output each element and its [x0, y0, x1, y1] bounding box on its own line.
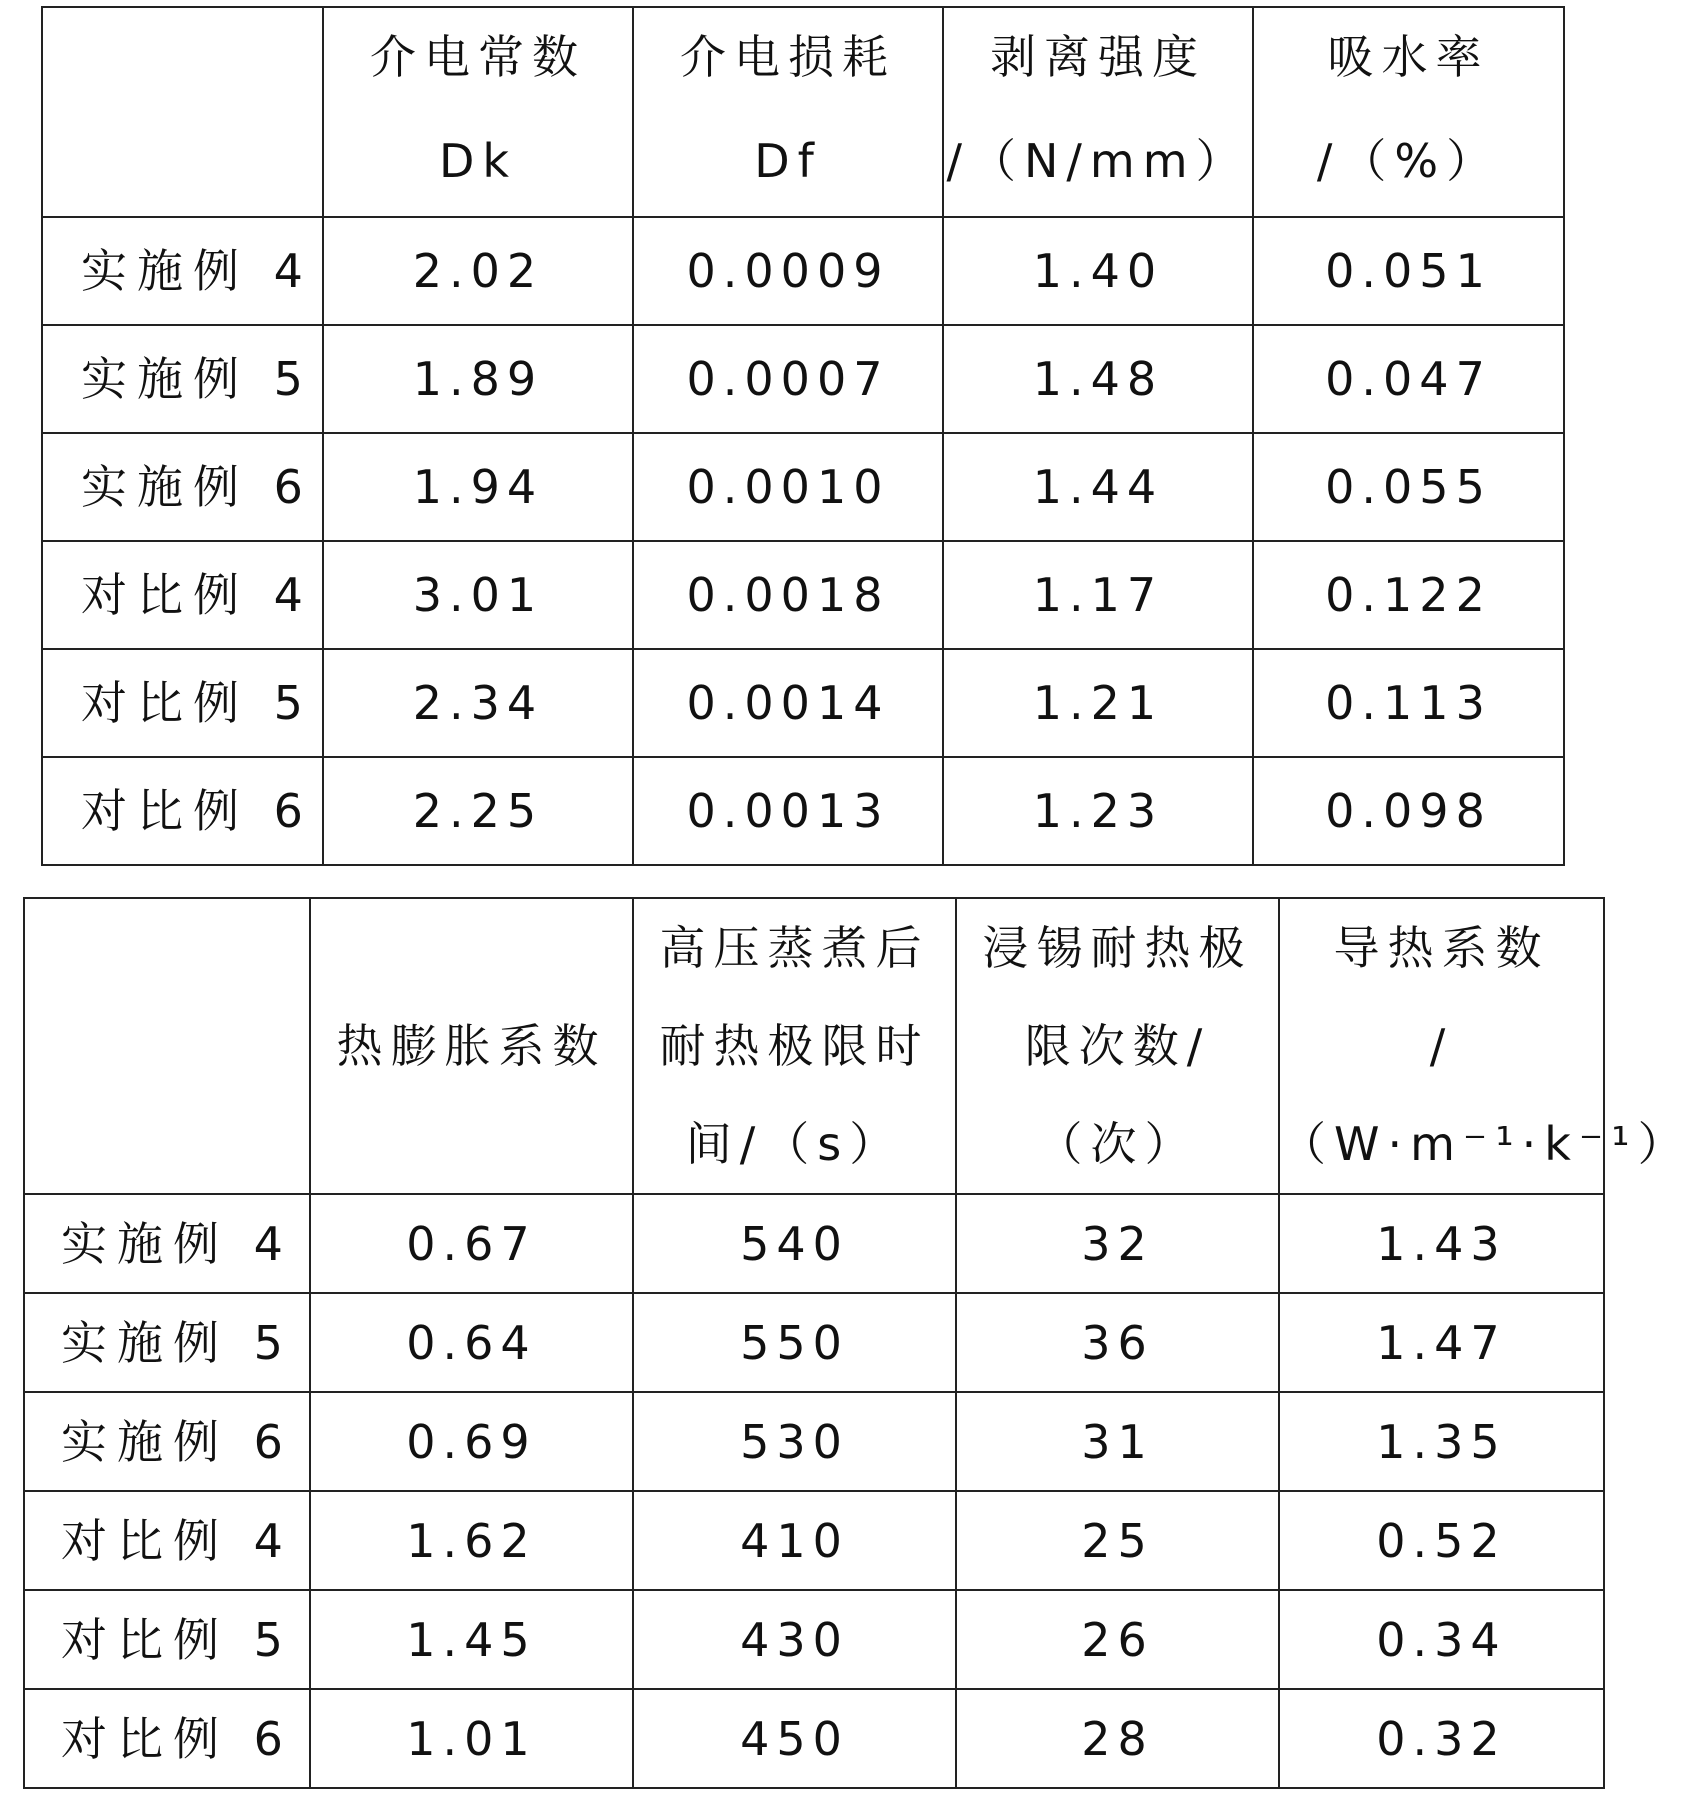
- table-row: [42, 541, 1564, 649]
- table-cell: 1.89: [323, 325, 633, 433]
- table-cell: 0.051: [1253, 217, 1564, 325]
- table-cell: 550: [633, 1293, 956, 1392]
- table-cell: 0.67: [310, 1194, 633, 1293]
- table-cell: 1.48: [943, 325, 1253, 433]
- table-header-row: [24, 898, 1604, 1194]
- row-label: 对比例 4: [24, 1491, 310, 1590]
- header-cell-blank: [42, 7, 323, 217]
- table-cell: 2.34: [323, 649, 633, 757]
- table-cell: 0.098: [1253, 757, 1564, 865]
- header-cell-pressure-cooker-heat-limit: [633, 898, 956, 1194]
- table-row: [24, 1689, 1604, 1788]
- table-cell: 25: [956, 1491, 1279, 1590]
- table-cell: 0.32: [1279, 1689, 1604, 1788]
- table-cell: 0.0010: [633, 433, 943, 541]
- table-cell: 31: [956, 1392, 1279, 1491]
- row-label: 对比例 4: [42, 541, 323, 649]
- table-cell: 32: [956, 1194, 1279, 1293]
- table-cell: 0.113: [1253, 649, 1564, 757]
- table-row: [24, 1194, 1604, 1293]
- table-row: [42, 757, 1564, 865]
- row-label: 实施例 6: [42, 433, 323, 541]
- table-cell: 1.01: [310, 1689, 633, 1788]
- table-row: [42, 649, 1564, 757]
- table-cell: 1.45: [310, 1590, 633, 1689]
- row-label: 对比例 6: [42, 757, 323, 865]
- row-label: 实施例 4: [24, 1194, 310, 1293]
- header-cell-dk: [323, 7, 633, 217]
- row-label: 对比例 6: [24, 1689, 310, 1788]
- table-row: [24, 1293, 1604, 1392]
- table-cell: 3.01: [323, 541, 633, 649]
- table-cell: 410: [633, 1491, 956, 1590]
- table-cell: 430: [633, 1590, 956, 1689]
- table-row: [42, 217, 1564, 325]
- table-cell: 26: [956, 1590, 1279, 1689]
- table-cell: 1.17: [943, 541, 1253, 649]
- table-cell: 450: [633, 1689, 956, 1788]
- table-cell: 1.21: [943, 649, 1253, 757]
- table-cell: 0.122: [1253, 541, 1564, 649]
- table-cell: 540: [633, 1194, 956, 1293]
- table-cell: 0.047: [1253, 325, 1564, 433]
- header-label: 剥离强度 /（N/mm）: [946, 30, 1250, 188]
- table-cell: 0.34: [1279, 1590, 1604, 1689]
- table-cell: 1.44: [943, 433, 1253, 541]
- table-cell: 0.0013: [633, 757, 943, 865]
- header-label: 介电损耗 Df: [680, 30, 896, 188]
- table-cell: 1.43: [1279, 1194, 1604, 1293]
- header-cell-df: [633, 7, 943, 217]
- row-label: 对比例 5: [24, 1590, 310, 1689]
- row-label: 实施例 5: [42, 325, 323, 433]
- table-cell: 2.02: [323, 217, 633, 325]
- table-cell: 1.23: [943, 757, 1253, 865]
- table-row: [24, 1590, 1604, 1689]
- table-row: [42, 433, 1564, 541]
- table-cell: 530: [633, 1392, 956, 1491]
- table-cell: 0.0014: [633, 649, 943, 757]
- table-row: [24, 1392, 1604, 1491]
- table-header-row: [42, 7, 1564, 217]
- table-cell: 1.35: [1279, 1392, 1604, 1491]
- header-cell-peel-strength: [943, 7, 1253, 217]
- table-cell: 2.25: [323, 757, 633, 865]
- table-cell: 0.0009: [633, 217, 943, 325]
- header-cell-thermal-conductivity: [1279, 898, 1692, 1194]
- table-cell: 0.64: [310, 1293, 633, 1392]
- table-cell: 0.0018: [633, 541, 943, 649]
- table-cell: 0.52: [1279, 1491, 1604, 1590]
- table-cell: 0.69: [310, 1392, 633, 1491]
- table-cell: 0.0007: [633, 325, 943, 433]
- table-cell: 0.055: [1253, 433, 1564, 541]
- thermal-properties-table: [23, 897, 1692, 1789]
- table-row: [24, 1491, 1604, 1590]
- table-row: [42, 325, 1564, 433]
- row-label: 实施例 6: [24, 1392, 310, 1491]
- table-cell: 1.94: [323, 433, 633, 541]
- table-cell: 28: [956, 1689, 1279, 1788]
- table-cell: 1.40: [943, 217, 1253, 325]
- header-cell-thermal-expansion: [310, 898, 633, 1194]
- header-label: 热膨胀系数: [336, 1019, 607, 1073]
- header-cell-blank: [24, 898, 310, 1194]
- header-label: 高压蒸煮后 耐热极限时 间/（s）: [659, 921, 930, 1171]
- header-cell-solder-dip-limit: [956, 898, 1279, 1194]
- header-label: 吸水率 /（%）: [1316, 30, 1501, 188]
- row-label: 对比例 5: [42, 649, 323, 757]
- dielectric-properties-table: [41, 6, 1565, 866]
- table-cell: 1.62: [310, 1491, 633, 1590]
- row-label: 实施例 5: [24, 1293, 310, 1392]
- header-label: 导热系数 /（W·m⁻¹·k⁻¹）: [1280, 921, 1692, 1171]
- row-label: 实施例 4: [42, 217, 323, 325]
- table-cell: 1.47: [1279, 1293, 1604, 1392]
- table-cell: 36: [956, 1293, 1279, 1392]
- header-cell-water-absorption: [1253, 7, 1564, 217]
- header-label: 介电常数 Dk: [370, 30, 586, 188]
- header-label: 浸锡耐热极 限次数/ （次）: [982, 921, 1253, 1171]
